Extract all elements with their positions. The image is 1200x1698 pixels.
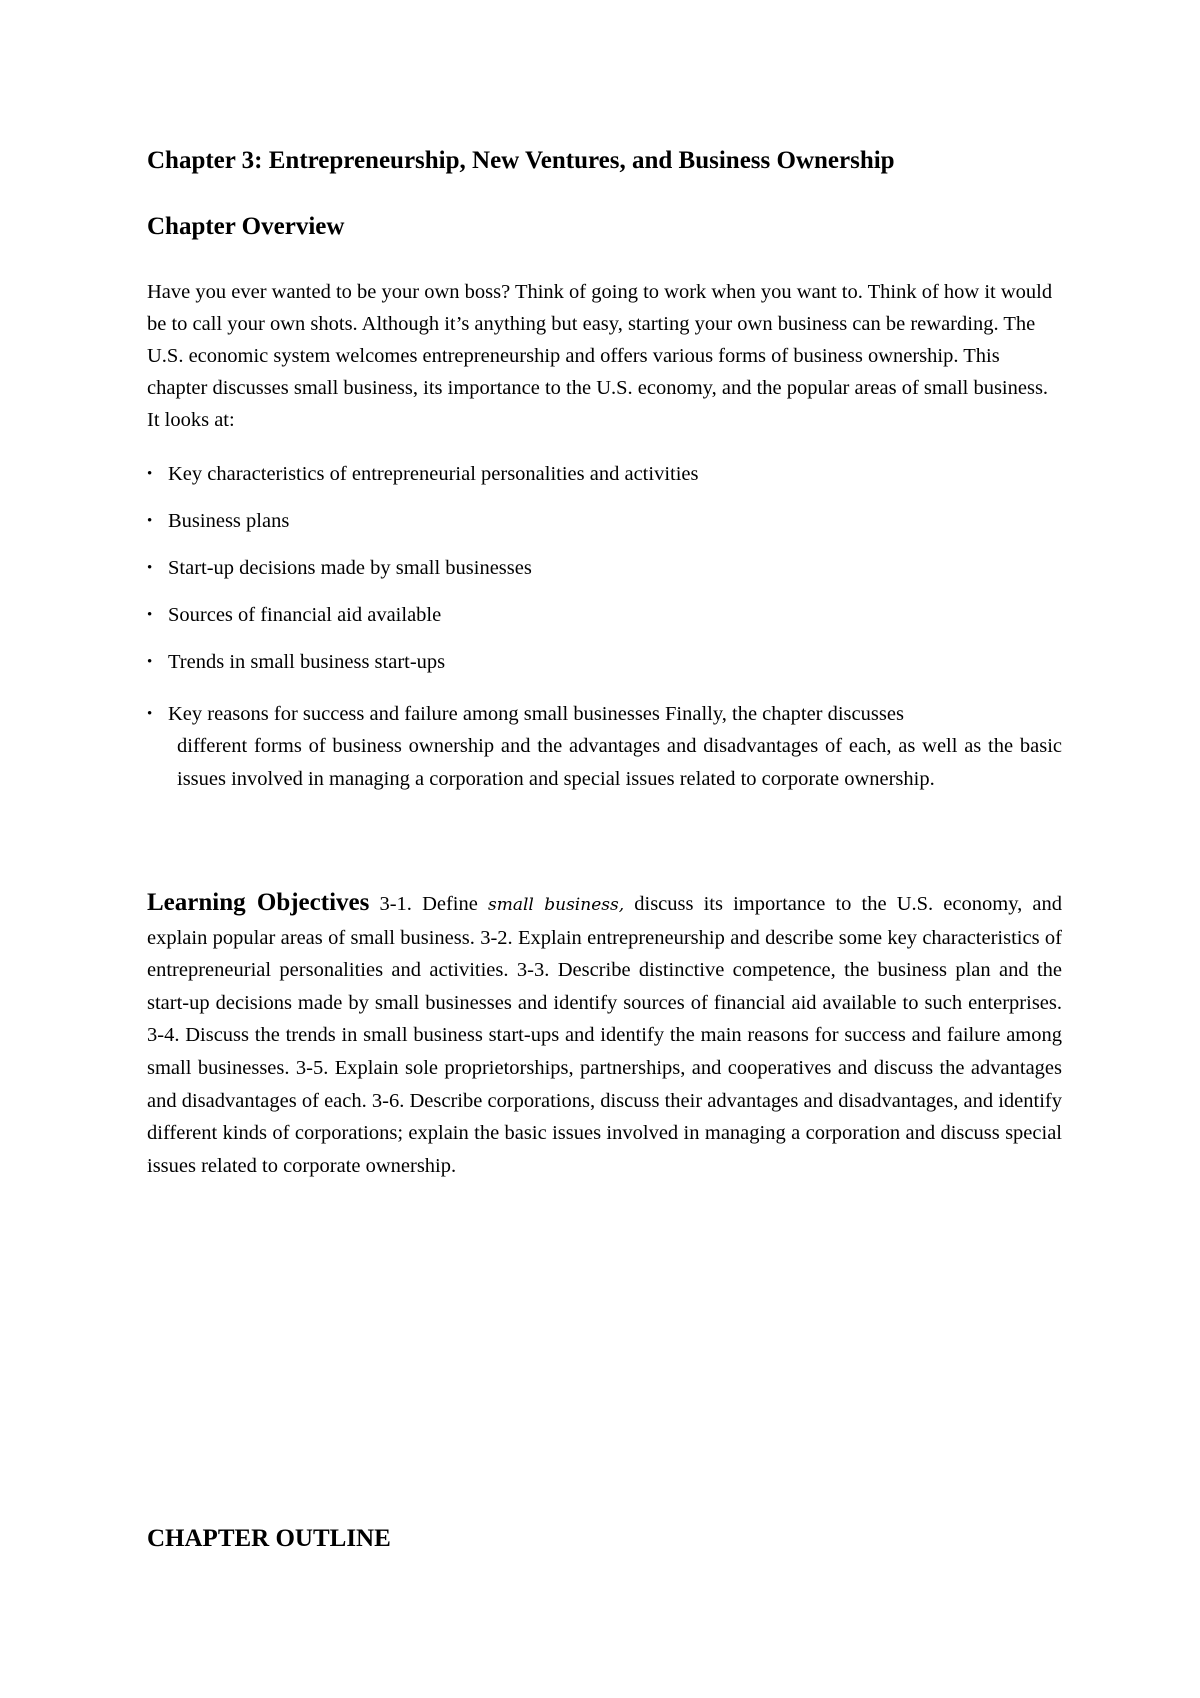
list-item-text: Key characteristics of entrepreneurial personalities and activities	[168, 463, 699, 485]
list-item	[147, 505, 1062, 552]
bullet-icon: •	[147, 706, 153, 722]
list-item	[147, 458, 1062, 505]
list-item-text: Start-up decisions made by small businesses	[168, 557, 532, 579]
bullet-icon: •	[147, 654, 153, 670]
list-item-text: Sources of financial aid available	[168, 604, 442, 626]
bullet-icon: •	[147, 560, 153, 576]
bullet-icon: •	[147, 513, 153, 529]
overview-heading: Chapter Overview	[147, 213, 345, 240]
learning-objectives-text-start: 3-1. Define	[369, 893, 488, 915]
list-item-continuation: different forms of business ownership and the advantages and disadvantages of each, as well as the basic issues involved in managing a corporation and special issues related to corporate ownership.	[177, 735, 1062, 790]
chapter-outline-heading: CHAPTER OUTLINE	[147, 1525, 391, 1552]
learning-objectives-text-rest: discuss its importance to the U.S. economy, and explain popular areas of small business. 3-2. Explain entrepreneurship and describe some key characteristics of entrepreneurial personalities and activities. 3-3. Describe distinctive competence, the business plan and the start-up decisions made by small businesses and identify sources of financial aid available to such enterprises. 3-4. Discuss the trends in small business start-ups and identify the main reasons for success and failure among small businesses. 3-5. Explain sole proprietorships, partnerships, and cooperatives and discuss the advantages and disadvantages of each. 3-6. Describe corporations, discuss their advantages and disadvantages, and identify different kinds of corporations; explain the basic issues involved in managing a corporation and discuss special issues related to corporate ownership.	[147, 893, 1062, 1177]
learning-objectives-heading: Learning Objectives	[147, 889, 370, 916]
list-item	[147, 698, 1062, 796]
list-item-text: Key reasons for success and failure among small businesses Finally, the chapter discusses	[168, 703, 904, 725]
overview-bullet-list	[147, 458, 1062, 796]
learning-objectives-emphasis: small business,	[487, 895, 625, 915]
list-item-text: Trends in small business start-ups	[168, 651, 446, 673]
list-item	[147, 646, 1062, 693]
list-item	[147, 599, 1062, 646]
list-item-text: Business plans	[168, 510, 290, 532]
learning-objectives-paragraph	[147, 887, 1062, 1182]
overview-paragraph: Have you ever wanted to be your own boss? Think of going to work when you want to. Think of how it would be to call your own shots. Although it’s anything but easy, starting your own business can be rewarding. The U.S. economic system welcomes entrepreneurship and offers various forms of business ownership. This chapter discusses small business, its importance to the U.S. economy, and the popular areas of small business. It looks at:	[147, 281, 1053, 431]
chapter-title: Chapter 3: Entrepreneurship, New Ventures, and Business Ownership	[147, 147, 895, 174]
document-page	[147, 0, 1062, 1698]
bullet-icon: •	[147, 607, 153, 623]
list-item	[147, 552, 1062, 599]
bullet-icon: •	[147, 466, 153, 482]
